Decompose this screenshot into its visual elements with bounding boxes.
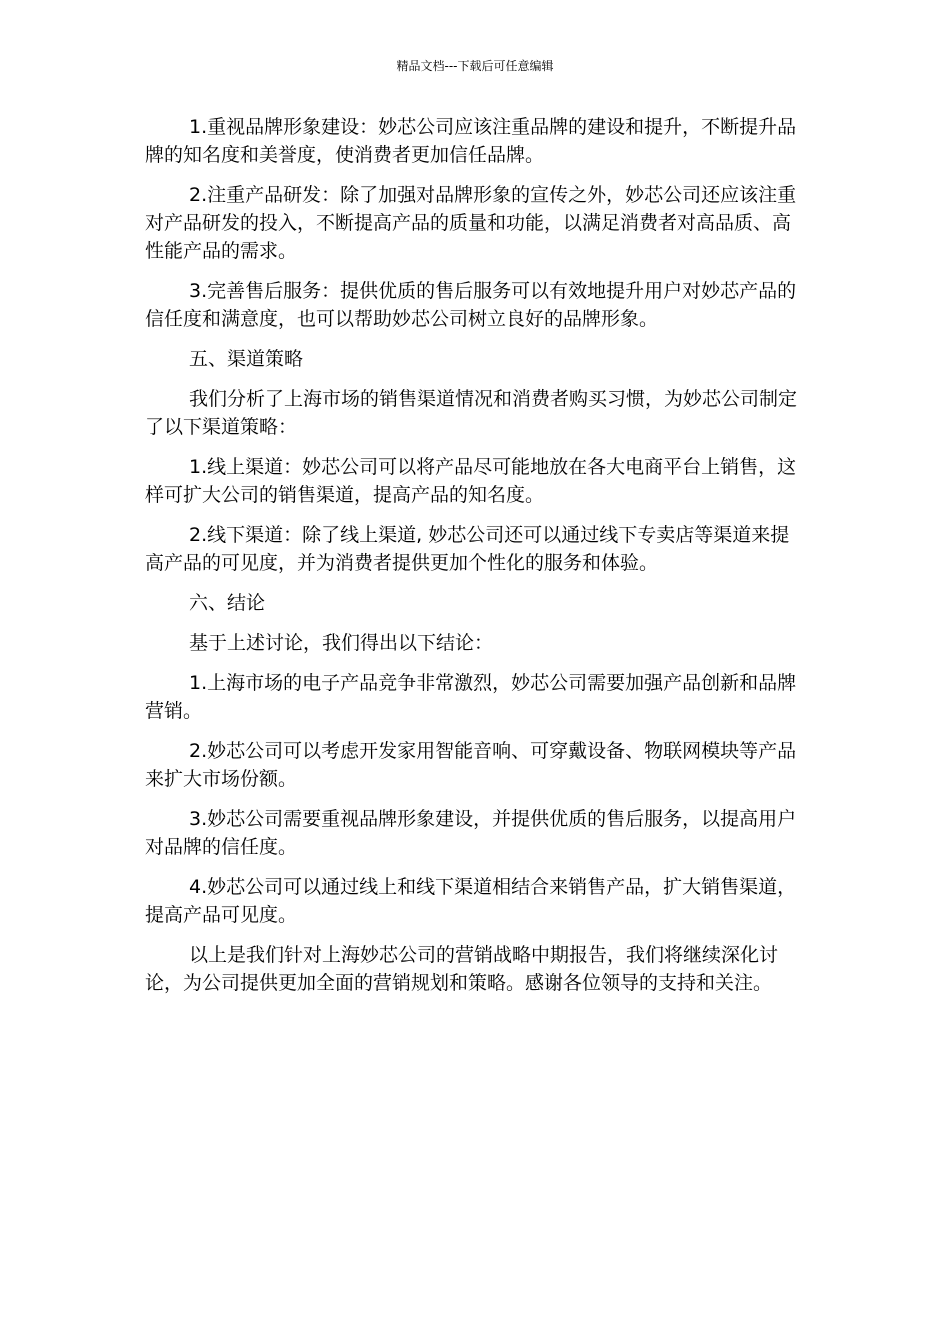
- paragraph-conclusion-intro: 基于上述讨论，我们得出以下结论：: [189, 632, 494, 654]
- paragraph-conclusion-1: 1.上海市场的电子产品竞争非常激烈，妙芯公司需要加强产品创新和品牌营销。: [145, 672, 797, 722]
- paragraph-product-rd: 2.注重产品研发：除了加强对品牌形象的宣传之外，妙芯公司还应该注重对产品研发的投入，不断提高产品的质量和功能，以满足消费者对高品质、高性能产品的需求。: [145, 184, 797, 262]
- section-heading-conclusion: 六、结论: [189, 592, 266, 614]
- paragraph-offline-channel: 2.线下渠道：除了线上渠道, 妙芯公司还可以通过线下专卖店等渠道来提高产品的可见度，并为消费者提供更加个性化的服务和体验。: [145, 524, 790, 574]
- paragraph-conclusion-3: 3.妙芯公司需要重视品牌形象建设，并提供优质的售后服务，以提高用户对品牌的信任度。: [145, 808, 797, 858]
- paragraph-online-channel: 1.线上渠道：妙芯公司可以将产品尽可能地放在各大电商平台上销售，这样可扩大公司的销售渠道，提高产品的知名度。: [145, 456, 797, 506]
- paragraph-channel-intro: 我们分析了上海市场的销售渠道情况和消费者购买习惯，为妙芯公司制定了以下渠道策略：: [145, 388, 798, 438]
- document-body: [145, 113, 805, 1009]
- paragraph-conclusion-2: 2.妙芯公司可以考虑开发家用智能音响、可穿戴设备、物联网模块等产品来扩大市场份额。: [145, 740, 797, 790]
- paragraph-closing: 以上是我们针对上海妙芯公司的营销战略中期报告，我们将继续深化讨论，为公司提供更加全面的营销规划和策略。感谢各位领导的支持和关注。: [145, 944, 779, 994]
- page-header: 精品文档---下载后可任意编辑: [396, 59, 554, 73]
- paragraph-conclusion-4: 4.妙芯公司可以通过线上和线下渠道相结合来销售产品，扩大销售渠道，提高产品可见度。: [145, 876, 797, 926]
- paragraph-after-sales: 3.完善售后服务：提供优质的售后服务可以有效地提升用户对妙芯产品的信任度和满意度，也可以帮助妙芯公司树立良好的品牌形象。: [145, 280, 797, 330]
- section-heading-channel-strategy: 五、渠道策略: [189, 348, 304, 370]
- paragraph-brand-image: 1.重视品牌形象建设：妙芯公司应该注重品牌的建设和提升，不断提升品牌的知名度和美誉度，使消费者更加信任品牌。: [145, 116, 797, 166]
